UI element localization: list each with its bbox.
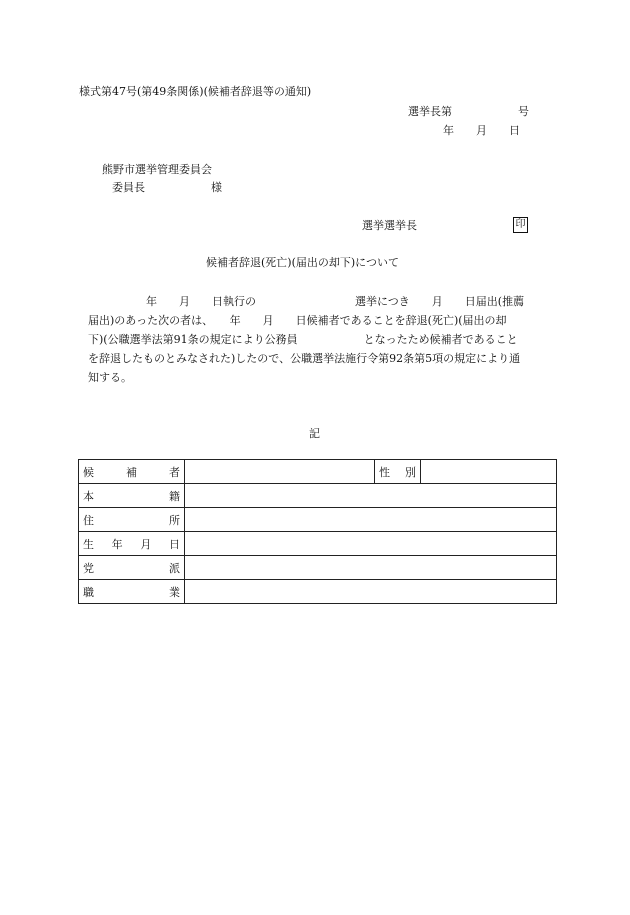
address-label: 住所 [79,508,185,532]
table-row [79,532,557,556]
subject-title: 候補者辞退(死亡)(届出の却下)について [206,256,399,269]
party-label: 党派 [79,556,185,580]
form-number-label: 様式第47号(第49条関係)(候補者辞退等の通知) [79,85,312,98]
table-row [79,508,557,532]
address-value-cell [185,508,557,532]
addressee-chair: 委員長 様 [112,181,222,194]
seal-mark: 印 [513,217,528,233]
occupation-value-cell [185,580,557,604]
candidate-value-cell [185,460,375,484]
table-row [79,484,557,508]
body-line-3: 下)(公職選挙法第91条の規定により公務員 となったため候補者であること [88,333,518,346]
table-row [79,556,557,580]
sender-title: 選挙選挙長 [362,219,417,232]
body-line-1: 年 月 日執行の 選挙につき 月 日届出(推薦 [146,295,525,308]
gender-label: 性別 [375,460,421,484]
candidate-detail-table [78,459,557,604]
document-date: 年 月 日 [443,124,520,137]
party-value-cell [185,556,557,580]
addressee-committee: 熊野市選挙管理委員会 [102,163,212,176]
body-line-4: を辞退したものとみなされた)したので、公職選挙法施行令第92条第5項の規定により通 [88,352,521,365]
domicile-value-cell [185,484,557,508]
ki-heading: 記 [309,427,320,440]
domicile-label: 本籍 [79,484,185,508]
candidate-label: 候補者 [79,460,185,484]
occupation-label: 職業 [79,580,185,604]
table-row [79,580,557,604]
body-line-2: 届出)のあった次の者は、 年 月 日候補者であることを辞退(死亡)(届出の却 [88,314,507,327]
table-row [79,460,557,484]
document-number: 選挙長第 号 [408,105,529,118]
birthdate-value-cell [185,532,557,556]
birthdate-label: 生年月日 [79,532,185,556]
gender-value-cell [421,460,557,484]
body-line-5: 知する。 [88,371,132,384]
